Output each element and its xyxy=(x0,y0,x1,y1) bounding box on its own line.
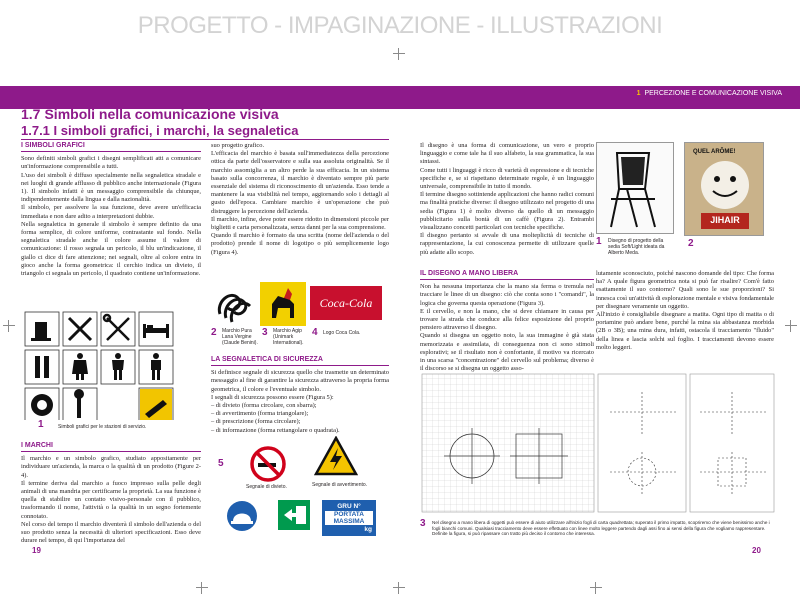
right-column-1 xyxy=(420,142,594,257)
crane-sign-line-2: PORTATA MASSIMA xyxy=(325,511,373,525)
paragraph: Non ha nessuna importanza che la mano sia ferma o tremula nel tracciare le linee di un disegno: ciò che conta sono i "comandi", la logica che governa questa operazione (Figura 3). xyxy=(420,283,594,307)
crop-mark xyxy=(785,320,797,332)
high-voltage-icon xyxy=(314,436,358,476)
chapter-number: 1.7 xyxy=(21,106,41,122)
paragraph: E il cervello, e non la mano, che si deve chiamare in causa per trovare la strada che conduce alla felice esposizione del proprio pensiero attraverso il disegno. xyxy=(420,307,594,332)
service-symbols-grid xyxy=(23,310,203,420)
agip-dog-icon xyxy=(260,282,306,326)
left-column-2-safety xyxy=(211,356,389,435)
right-figure-2-number: 2 xyxy=(688,238,694,249)
running-header-number: 1 xyxy=(636,90,641,97)
paragraph: Si definisce segnale di sicurezza quello che trasmette un determinato messaggio al fine di garantire la sicurezza attraverso la propria forma geometrica, il colore e l'eventuale simbolo. xyxy=(211,369,389,393)
figure-3-number: 3 xyxy=(262,327,268,338)
subhead-freehand: IL DISEGNO A MANO LIBERA xyxy=(420,270,594,280)
list-item: – di avvertimento (forma triangolare); xyxy=(211,410,309,418)
paragraph: Nella segnaletica in generale il simbolo è sempre definito da una forma semplice, di colore uniforme, contrastante sul fondo. Nella segnaletica stradale anche il colore assume il valore di comunicazione: il rosso segnala un pericolo, il blu un'indicazione, il giallo ci dice di fare attenzione; nei segnali, oltre al colore entra in gioco anche la forma geometrica: il cerchio indica un divieto, il triangolo ci segnala un pericolo, il quadrato contiene un'informazione. xyxy=(21,220,201,278)
left-column-1-marks xyxy=(21,442,201,545)
paragraph: Come tutti i linguaggi è ricco di varietà di espressione e di tecniche specifiche e, se si rispettano determinate regole, è un linguaggio universale, comprensibile in tutto il mondo. xyxy=(420,166,594,191)
list-item: – di prescrizione (forma circolare); xyxy=(211,418,301,426)
woolmark-logo xyxy=(212,284,254,326)
crop-mark xyxy=(3,320,15,332)
paragraph: Il marchio, infine, deve poter essere ridotto in dimensioni piccole per biglietti e carta personalizzata, senza danni per la sua comprensione. xyxy=(211,215,389,232)
figure-1-number: 1 xyxy=(38,419,44,430)
crane-sign-line-1: GRU N° xyxy=(337,503,361,510)
figure-service-symbols xyxy=(23,310,203,420)
paragraph: Quando si disegna un oggetto noto, la sua immagine è già stata memorizzata e assimilata, di conseguenza non ci sono stimoli esplorativi; se il risultato non è confortante, il motivo va ricercato in una scarsa "concentrazione" del cervello sul problema; diverso è il discorso se si disegna un oggetto asso- xyxy=(420,332,594,373)
crane-sign-line-3: kg xyxy=(364,526,372,533)
paragraph: All'inizio è consigliabile disegnare a matita. Ogni tipo di matita o di portamine può andare bene, purché la mina sia abbastanza morbida (2B o 3B); una mina dura, infatti, ostacola il tracciamento "fluido" della linea e lascia solchi sul foglio. I tracciamenti devono essere molto leggeri. xyxy=(596,311,774,351)
high-voltage-sign xyxy=(314,436,358,476)
left-column-1 xyxy=(21,142,201,278)
sign-prohibition-caption: Segnale di divieto. xyxy=(246,484,287,490)
crop-mark xyxy=(590,582,602,594)
paragraph: I segnali di sicurezza possono essere (Figura 5): xyxy=(211,393,334,401)
chair-drawing xyxy=(596,142,674,234)
running-header xyxy=(637,90,782,97)
emergency-exit-icon xyxy=(278,500,310,530)
paragraph: suo progetto grafico. xyxy=(211,142,265,149)
no-smoking-sign xyxy=(250,446,286,482)
crop-mark xyxy=(196,582,208,594)
paragraph: Nel corso del tempo il marchio diventerà il simbolo dell'azienda o del suo prodotto senza la necessità di ulteriori specificazioni. Esso deve durare nel tempo, di qui l'importanza del xyxy=(21,520,201,545)
crane-capacity-sign xyxy=(322,500,376,536)
subhead-marks: I MARCHI xyxy=(21,442,201,452)
right-figure-3-caption: Nel disegno a mano libera di oggetti può essere di aiuto utilizzare all'inizio fogli di carta quadrettata; superato il primo impatto, scopriremo che viene benissimo anche i fogli bianchi comuni. Qualsiasi tracciamento deve essere effettuato con linee molto leggere partendo dagli assi fino ai sensi della figura che vogliamo rappresentare. Definite la figura, si può ripassare con tratto più deciso il contorno che interessa. xyxy=(432,520,770,536)
poster-bottom-text: JIHAIR xyxy=(710,215,740,225)
paragraph: Il termine deriva dal marchio a fuoco impresso sulla pelle degli animali di una mandria per certificarne la proprietà. La sua funzione è quella di stabilire un contatto visivo-personale con il pubblico, trasformando il nome, l'attività o la qualità in un segno fortemente connotato. xyxy=(21,479,201,520)
emergency-exit-sign xyxy=(278,500,310,530)
list-item: – di divieto (forma circolare, con sbarra); xyxy=(211,402,317,410)
coca-cola-wordmark: Coca-Cola xyxy=(319,295,373,310)
tyre-icon xyxy=(31,394,53,416)
paragraph: Il disegno pertanto si avvale di una molteplicità di tecniche di rappresentazione, la cui conoscenza permette di utilizzare quelle più adatte allo scopo. xyxy=(420,232,594,256)
right-column-2 xyxy=(596,270,774,352)
figure-4-number: 4 xyxy=(312,327,318,338)
chapter-title-text: Simboli nella comunicazione visiva xyxy=(44,106,279,122)
coca-cola-logo xyxy=(310,286,382,320)
page-number-right: 20 xyxy=(752,546,761,555)
paragraph: L'uso dei simboli è diffuso specialmente nella segnaletica stradale e nei luoghi di grande afflusso di pubblico anche internazionale (Figura 1). Il simbolo infatti è un messaggio comprensibile da chiunque, indipendentemente dalla lingua e dalla nazionalità. xyxy=(21,171,201,204)
paragraph: lutamente sconosciuto, poiché nascono domande del tipo: Che forma ha? A quale figura geometrica nota si può far risalire? Com'è fatto esattamente il suo contorno? Quali sono le sue proporzioni? Si innesca così un'attività di esplorazione mentale e visiva fondamentale per disegnare veramente un oggetto. xyxy=(596,270,774,310)
figure-4-caption: Logo Coca Cola. xyxy=(323,330,361,336)
paragraph: Il termine disegno sottintende applicazioni che hanno radici comuni ma finalità pratiche diverse: il disegno utilizzato nel progetto di una sedia (Figura 1) è molto diverso da quello di un messaggio pubblicitario sulla bontà di un caffè (Figura 2). Entrambi visualizzano concetti particolari con tecniche specifiche. xyxy=(420,191,594,232)
helmet-sign xyxy=(226,500,258,532)
chair-drawing-image xyxy=(597,143,675,235)
right-figure-3-number: 3 xyxy=(420,518,426,529)
coffee-poster xyxy=(684,142,764,236)
woolmark-logo-icon xyxy=(212,284,254,326)
subhead-symbols: I SIMBOLI GRAFICI xyxy=(21,142,201,152)
helmet-icon xyxy=(226,500,258,532)
left-column-2 xyxy=(211,142,389,257)
paragraph: Il marchio e un simbolo grafico, studiato appositamente per individuare un'azienda, la marca o la qualità di un prodotto (Figure 2-4). xyxy=(21,455,201,479)
figure-3-caption: Marchio Agip (Unimark International). xyxy=(273,328,304,346)
poster-top-text: QUEL ARÔME! xyxy=(693,149,736,155)
running-header-label: PERCEZIONE E COMUNICAZIONE VISIVA xyxy=(644,90,782,97)
title-rule xyxy=(21,139,389,140)
right-column-freehand xyxy=(420,270,594,373)
page-number-left: 19 xyxy=(32,546,41,555)
figure-1-caption: Simboli grafici per le stazioni di servizio. xyxy=(58,424,147,430)
car-wash-icon xyxy=(140,389,172,420)
right-figure-1-number: 1 xyxy=(596,236,602,247)
no-smoking-icon xyxy=(250,446,286,482)
figure-5-number: 5 xyxy=(218,458,224,469)
paragraph: Sono definiti simboli grafici i disegni semplificati atti a comunicare un'informazione comprensibile a tutti. xyxy=(21,155,201,171)
paragraph: Quando il marchio è formato da una scritta (nome dell'azienda o del prodotto) prende il nome di logotipo o più semplicemente logo (Figura 4). xyxy=(211,232,389,256)
chapter-title xyxy=(21,106,279,122)
subhead-safety: LA SEGNALETICA DI SICUREZZA xyxy=(211,356,389,366)
crop-mark xyxy=(393,582,405,594)
paragraph: L'efficacia del marchio è basata sull'immediatezza della percezione ottica da parte dell'osservatore e sulla sua assoluta originalità. Se il marchio assomiglia a un altro perde la sua efficacia. In un sistema basato sulla concorrenza, il marchio è diventato sempre più parte essenziale del sistema di riconoscimento di un'azienda. Esso tende a mantenere la sua visibilità nel tempo, aggiornando solo i dettagli al gusto dell'epoca. Cambiare marchio è un'operazione che può distruggere la percezione dell'azienda. xyxy=(211,150,389,215)
freehand-grid-drawings-image xyxy=(420,372,776,514)
figure-2-number: 2 xyxy=(211,327,217,338)
agip-logo xyxy=(260,282,306,326)
sign-warning-caption: Segnale di avvertimento. xyxy=(312,482,368,488)
right-figure-1-caption: Disegno di progetto della sedia Soft/Light ideata da Alberto Meda. xyxy=(608,238,665,256)
figure-2-caption: Marchio Pura Lana Vergine (Claude Benini). xyxy=(222,328,258,346)
section-title: 1.7.1 I simboli grafici, i marchi, la segnaletica xyxy=(21,123,299,138)
paragraph: Il simbolo, per assolvere la sua funzione, deve avere un'efficacia immediata e non dare adito a interpretazioni dubbie. xyxy=(21,204,201,220)
paragraph: Il disegno è una forma di comunicazione, un vero e proprio linguaggio e come tale ha il suo alfabeto, la sua grammatica, la sua sintassi. xyxy=(420,142,594,166)
banner-title: PROGETTO - IMPAGINAZIONE - ILLUSTRAZIONI xyxy=(137,12,663,39)
crop-mark xyxy=(393,48,405,60)
list-item: – di informazione (forma rettangolare o quadrata). xyxy=(211,426,340,434)
freehand-grid-drawings xyxy=(420,372,776,514)
